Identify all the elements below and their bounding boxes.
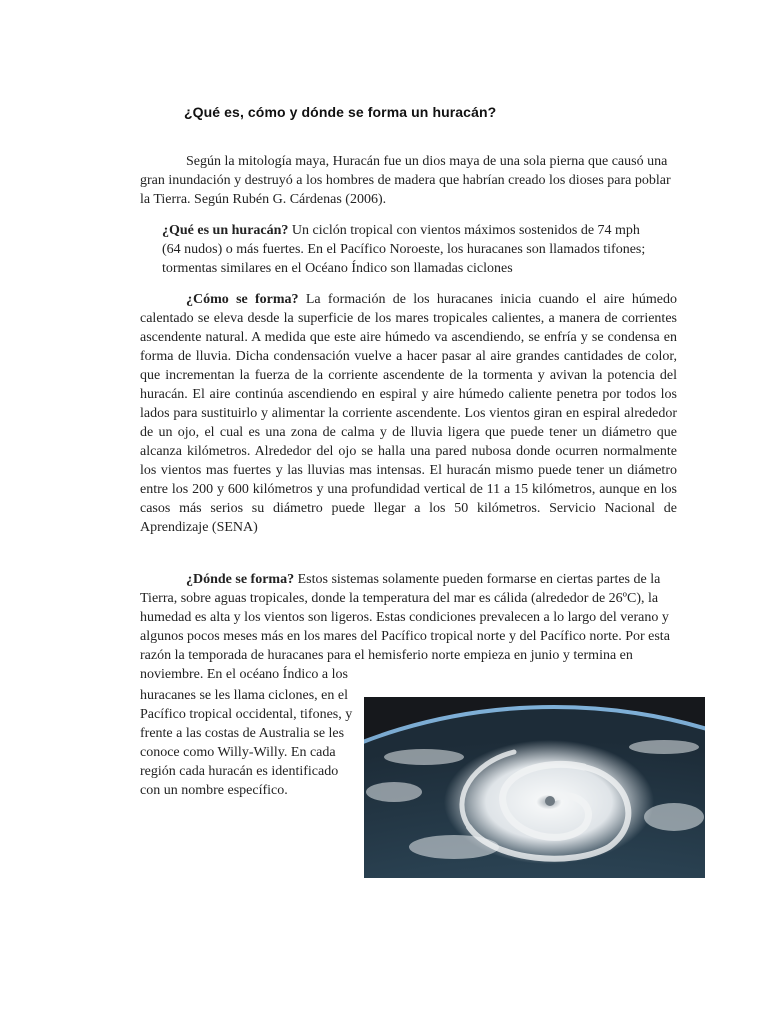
- como-se-forma-paragraph: [140, 290, 677, 537]
- donde-se-forma-text: Estos sistemas solamente pueden formarse en ciertas partes de la Tierra, sobre aguas tropicales, donde la temperatura del mar es cálida (alrededor de 26ºC), la humedad es alta y los vientos son ligeros. Estas condiciones prevalecen a lo largo del verano y algunos pocos meses más en los mares del Pacífico tropical norte y del Pacífico norte. Por esta razón la temporada de huracanes para el hemisferio norte empieza en junio y termina en noviembre. En el océano Índico a los: [140, 572, 670, 682]
- como-se-forma-heading: ¿Cómo se forma?: [186, 292, 299, 307]
- donde-se-forma-tail: huracanes se les llama ciclones, en el Pacífico tropical occidental, tifones, y frente a las costas de Australia se les conoce como Willy-Willy. En cada región cada huracán es identificado con un nombre específico.: [140, 688, 353, 798]
- como-se-forma-text: La formación de los huracanes inicia cuando el aire húmedo calentado se eleva desde la superficie de los mares tropicales calientes, a manera de corrientes ascendente natural. A medida que este aire húmedo va ascendiendo, se enfría y se condensa en forma de lluvia. Dicha condensación vuelve a hacer pasar al aire grandes cantidades de color, que incrementan la fuerza de la corriente ascendente de la tormenta y avivan la potencia del huracán. El aire continúa ascendiendo en espiral y aire húmedo caliente penetra por todos los lados para sustituirlo y alimentar la corriente ascendente. Los vientos giran en espiral alrededor de un ojo, el cual es una zona de calma y de lluvia ligera que puede tener un diámetro que alcanza kilómetros. Alrededor del ojo se halla una pared nubosa donde ocurren normalmente los vientos mas fuertes y las lluvias mas intensas. El huracán mismo puede tener un diámetro entre los 200 y 600 kilómetros y una profundidad vertical de 11 a 15 kilómetros, aunque en los casos más serios su diámetro puede llegar a los 50 kilómetros. Servicio Nacional de Aprendizaje (SENA): [140, 292, 677, 535]
- que-es-text: Un ciclón tropical con vientos máximos sostenidos de 74 mph (64 nudos) o más fuertes. En el Pacífico Noroeste, los huracanes son llamados tifones; tormentas similares en el Océano Índico son llamadas ciclones: [162, 223, 646, 276]
- hurricane-photo: [364, 697, 705, 878]
- intro-paragraph: Según la mitología maya, Huracán fue un dios maya de una sola pierna que causó una gran inundación y destruyó a los hombres de madera que habrían creado los dioses para poblar la Tierra. Según Rubén G. Cárdenas (2006).: [140, 154, 671, 207]
- document-title: ¿Qué es, cómo y dónde se forma un huracán?: [184, 104, 497, 120]
- que-es-paragraph: [162, 221, 662, 278]
- que-es-heading: ¿Qué es un huracán?: [162, 223, 289, 238]
- donde-se-forma-heading: ¿Dónde se forma?: [186, 572, 295, 587]
- donde-se-forma-paragraph: [140, 570, 675, 684]
